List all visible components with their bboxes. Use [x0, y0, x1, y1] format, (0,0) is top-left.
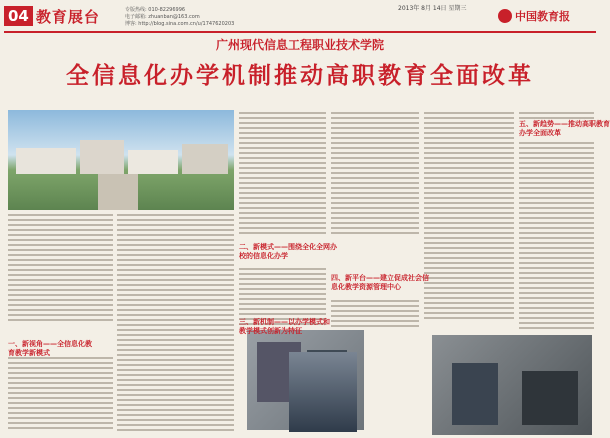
subhead-3-line2: 教学模式创新为特征 [239, 327, 302, 335]
school-name: 广州现代信息工程职业技术学院 [215, 38, 384, 52]
subhead-1 [8, 340, 92, 358]
contact-email: 电子邮箱: zhuanban@163.com [125, 14, 200, 20]
logo-text: 中国教育报 [515, 10, 570, 23]
newspaper-logo [498, 8, 570, 24]
subhead-4 [331, 274, 429, 292]
body-column-1b [117, 214, 234, 434]
header-rule [4, 31, 596, 33]
body-column-3a [331, 112, 419, 237]
weekday-text: 星期三 [448, 5, 467, 12]
contact-info [125, 7, 234, 28]
body-column-1a [8, 214, 113, 324]
body-column-4 [424, 112, 514, 322]
issue-date [398, 3, 466, 12]
subhead-5-line1: 五、新趋势——推动高职教育 [519, 120, 610, 128]
subhead-2-line2: 校的信息化办学 [239, 252, 288, 260]
page-header [0, 0, 600, 32]
contact-blog: 博客: http://blog.sina.com.cn/u/1747620203 [125, 21, 235, 27]
body-column-2a [239, 112, 326, 237]
campus-photo [8, 110, 234, 210]
body-column-5b [519, 142, 594, 332]
subhead-5-line2: 办学全面改革 [519, 129, 561, 137]
subhead-3-line1: 三、新机制——以办学模式和 [239, 318, 330, 326]
subhead-4-line1: 四、新平台——建立促成社会信 [331, 274, 429, 282]
subhead-4-line2: 息化教学资源管理中心 [331, 283, 401, 291]
body-column-1c [8, 357, 113, 432]
workshop-photo-inset [289, 352, 357, 432]
subhead-3 [239, 318, 330, 336]
section-badge [4, 6, 100, 26]
subhead-1-line2: 育教学新模式 [8, 349, 50, 357]
subhead-2-line1: 二、新模式——围绕全化全网办 [239, 243, 337, 251]
section-name: 教育展台 [35, 7, 100, 26]
subhead-5 [519, 120, 610, 138]
date-text: 2013年 8月 14日 [398, 5, 447, 12]
subhead-2 [239, 243, 337, 261]
subhead-1-line1: 一、新视角——全信息化教 [8, 340, 92, 348]
newspaper-emblem-icon [498, 9, 512, 23]
workshop-photo-right [432, 335, 592, 435]
article-title: 全信息化办学机制推动高职教育全面改革 [66, 63, 534, 89]
contact-phone: 专版热线: 010-82296996 [125, 7, 186, 13]
body-column-3b [331, 300, 419, 330]
section-number: 04 [4, 6, 33, 26]
